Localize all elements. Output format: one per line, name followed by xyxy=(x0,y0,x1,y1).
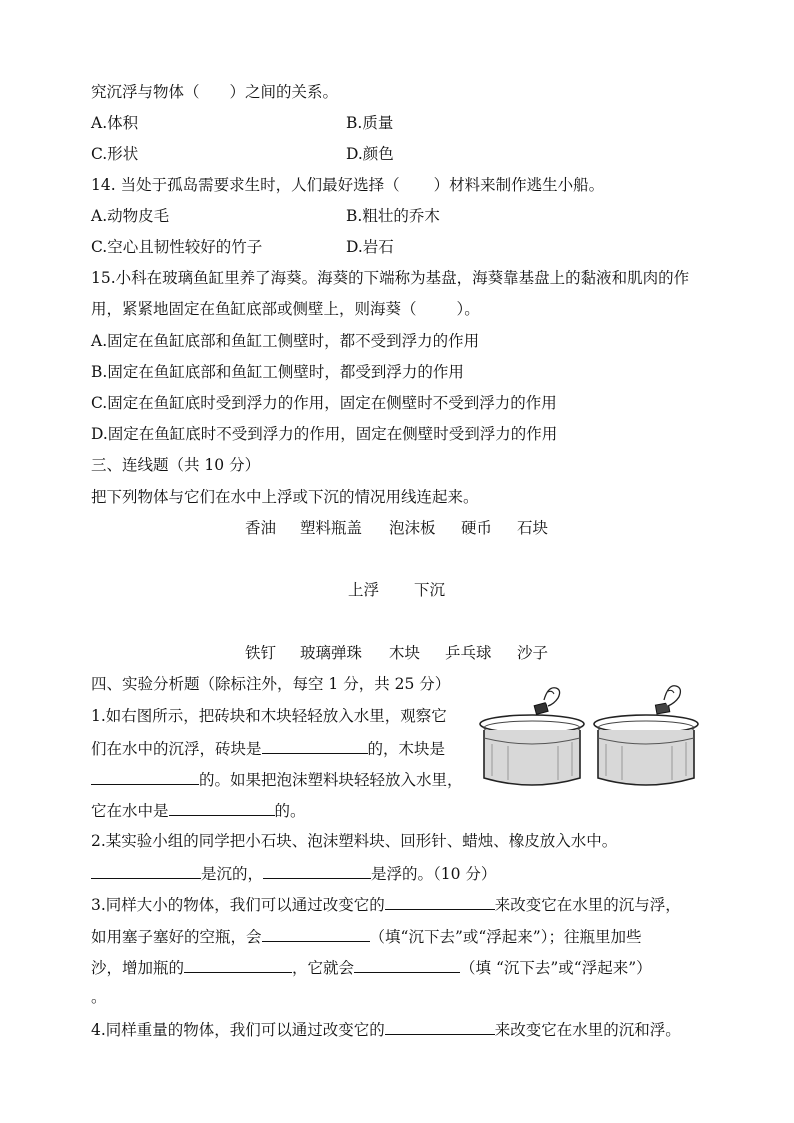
q13-option-a: A.体积 xyxy=(91,114,139,132)
section3-instruction: 把下列物体与它们在水中上浮或下沉的情况用线连起来。 xyxy=(91,488,479,506)
s4-q1-line1: 1.如右图所示，把砖块和木块轻轻放入水里，观察它 xyxy=(91,707,447,725)
answer-blank[interactable] xyxy=(354,956,460,973)
matching-item: 乒乓球 xyxy=(445,644,492,662)
q15-option-c: C.固定在鱼缸底时受到浮力的作用，固定在侧壁时不受到浮力的作用 xyxy=(91,394,557,412)
hand-with-wood-block-icon xyxy=(655,686,680,714)
q13-option-b: B.质量 xyxy=(346,114,394,132)
answer-blank[interactable] xyxy=(262,737,368,754)
s4-q4-line1: 4.同样重量的物体，我们可以通过改变它的 来改变它在水里的沉和浮。 xyxy=(91,1018,681,1040)
q15-option-d: D.固定在鱼缸底时不受到浮力的作用，固定在侧壁时受到浮力的作用 xyxy=(91,425,558,443)
q15-stem-line1: 15.小科在玻璃鱼缸里养了海葵。海葵的下端称为基盘，海葵靠基盘上的黏液和肌肉的作 xyxy=(91,269,690,287)
s4-q1-line4: 它在水中是 的。 xyxy=(91,799,306,821)
matching-item: 石块 xyxy=(517,519,549,537)
matching-item: 铁钉 xyxy=(245,644,277,662)
s4-q3-line2: 如用塞子塞好的空瓶，会 （填“沉下去”或“浮起来”）；往瓶里加些 xyxy=(91,925,641,947)
answer-blank[interactable] xyxy=(91,768,199,785)
answer-blank[interactable] xyxy=(385,1018,495,1035)
answer-blank[interactable] xyxy=(263,862,371,879)
s4-q3-line3: 沙，增加瓶的 ，它就会 （填 “沉下去”或“浮起来”） xyxy=(91,956,652,978)
s4-q2-line2: 是沉的， 是浮的。（10 分） xyxy=(91,862,496,884)
section3-heading: 三、连线题（共 10 分） xyxy=(91,456,261,474)
matching-item: 玻璃弹珠 xyxy=(300,644,363,662)
answer-blank[interactable] xyxy=(385,893,495,910)
s4-q2-line1: 2.某实验小组的同学把小石块、泡沫塑料块、回形针、蜡烛、橡皮放入水中。 xyxy=(91,832,618,850)
matching-item: 硬币 xyxy=(461,519,493,537)
s4-q3-line4: 。 xyxy=(91,988,107,1006)
matching-item: 泡沫板 xyxy=(389,519,436,537)
q14-option-a: A.动物皮毛 xyxy=(91,207,170,225)
q14-option-b: B.粗壮的乔木 xyxy=(346,207,440,225)
q13-option-c: C.形状 xyxy=(91,145,139,163)
q15-stem-line2: 用，紧紧地固定在鱼缸底部或侧壁上，则海葵（ ）。 xyxy=(91,300,480,318)
q14-option-d: D.岩石 xyxy=(346,238,394,256)
answer-blank[interactable] xyxy=(262,925,370,942)
q14-stem: 14. 当处于孤岛需要求生时，人们最好选择（ ）材料来制作逃生小船。 xyxy=(91,176,605,194)
q14-option-c: C.空心且韧性较好的竹子 xyxy=(91,238,263,256)
matching-item: 木块 xyxy=(389,644,421,662)
answer-blank[interactable] xyxy=(169,799,275,816)
matching-top-row xyxy=(0,518,794,538)
answer-blank[interactable] xyxy=(184,956,292,973)
q15-option-a: A.固定在鱼缸底部和鱼缸工侧壁时，都不受到浮力的作用 xyxy=(91,332,480,350)
left-water-container xyxy=(480,715,584,785)
section4-heading: 四、实验分析题（除标注外，每空 1 分，共 25 分） xyxy=(91,675,451,693)
q13-stem: 究沉浮与物体（ ）之间的关系。 xyxy=(91,83,339,101)
matching-item: 沙子 xyxy=(517,644,549,662)
s4-q3-line1: 3.同样大小的物体，我们可以通过改变它的 来改变它在水里的沉与浮， xyxy=(91,893,681,915)
q13-option-d: D.颜色 xyxy=(346,145,394,163)
experiment-figure xyxy=(478,680,708,790)
matching-bottom-row xyxy=(0,643,794,663)
s4-q1-line2: 们在水中的沉浮，砖块是 的，木块是 xyxy=(91,737,445,759)
right-water-container xyxy=(594,715,698,785)
matching-middle-row xyxy=(0,580,794,600)
q15-option-b: B.固定在鱼缸底部和鱼缸工侧壁时，都受到浮力的作用 xyxy=(91,363,464,381)
matching-category: 上浮 xyxy=(348,581,380,599)
matching-item: 香油 xyxy=(245,519,277,537)
answer-blank[interactable] xyxy=(91,862,201,879)
s4-q1-line3: 的。如果把泡沫塑料块轻轻放入水里， xyxy=(91,768,463,790)
matching-item: 塑料瓶盖 xyxy=(300,519,363,537)
hand-with-brick-icon xyxy=(534,688,559,715)
matching-category: 下沉 xyxy=(414,581,446,599)
